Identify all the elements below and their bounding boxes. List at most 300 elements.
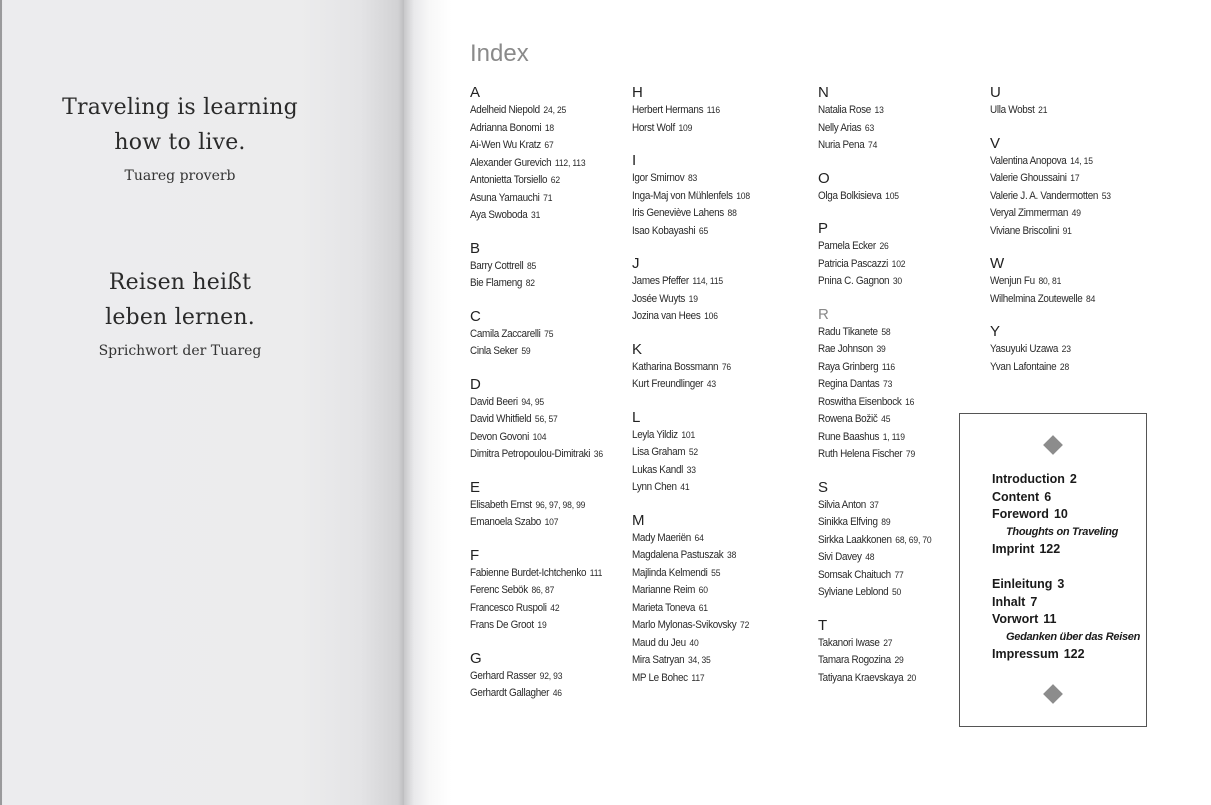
index-entry	[470, 258, 603, 276]
index-entry	[470, 582, 603, 600]
index-entry	[818, 376, 931, 394]
entry-pages: 20	[906, 672, 917, 684]
index-entry	[470, 137, 603, 155]
entry-name: Asuna Yamauchi	[470, 191, 540, 204]
index-group	[470, 84, 618, 225]
index-letter-heading: M	[632, 511, 645, 529]
toc-entry	[992, 471, 1140, 489]
index-entry	[470, 343, 603, 361]
entry-name: Roswitha Eisenbock	[818, 395, 902, 408]
entry-pages: 112, 113	[554, 157, 586, 169]
toc-page-number: 122	[1039, 542, 1061, 557]
index-entry	[990, 359, 1111, 377]
index-entry	[818, 256, 931, 274]
entry-pages: 41	[680, 482, 690, 493]
index-group	[632, 512, 763, 688]
index-entry	[470, 190, 603, 208]
entry-pages: 79	[905, 449, 916, 460]
index-entry	[632, 635, 750, 653]
entry-pages: 52	[688, 447, 698, 458]
entry-pages: 23	[1061, 344, 1071, 355]
entry-pages: 104	[532, 431, 547, 443]
quote-attribution: Tuareg proverb	[124, 168, 236, 184]
entry-pages: 108	[736, 190, 750, 202]
index-letter-heading: F	[470, 546, 480, 564]
index-letter-heading: V	[990, 134, 1001, 152]
index-letter-heading: G	[470, 649, 482, 667]
quote-line: leben lernen.	[105, 305, 255, 330]
index-entry	[632, 462, 750, 480]
entry-pages: 59	[521, 346, 531, 357]
index-entry	[470, 685, 603, 703]
entry-name: Valentina Anopova	[990, 154, 1067, 167]
entry-name: Ferenc Sebök	[470, 584, 528, 596]
entry-pages: 77	[894, 569, 904, 581]
entry-pages: 74	[867, 140, 878, 151]
entry-pages: 31	[531, 210, 541, 221]
toc-page-number: 2	[1069, 472, 1077, 486]
index-group	[470, 376, 618, 464]
index-entry	[470, 394, 603, 412]
index-entry	[470, 514, 603, 532]
index-entry	[818, 497, 931, 515]
toc-subentry: Thoughts on Traveling	[1006, 525, 1119, 538]
index-entry	[818, 635, 931, 653]
toc-label: Einleitung	[992, 576, 1053, 591]
index-entry	[632, 376, 750, 394]
entry-name: Maud du Jeu	[632, 636, 686, 649]
toc-page-number: 3	[1057, 576, 1065, 591]
entry-pages: 68, 69, 70	[895, 534, 932, 546]
entry-name: Gerhard Rasser	[470, 669, 537, 682]
index-entry	[470, 617, 603, 635]
index-entry	[990, 273, 1111, 291]
index-entry	[818, 238, 931, 256]
entry-pages: 75	[544, 328, 554, 340]
index-letter-heading: B	[470, 239, 481, 257]
entry-pages: 73	[882, 379, 893, 390]
index-entry	[632, 102, 750, 120]
index-entry	[990, 188, 1111, 206]
entry-pages: 116	[881, 361, 895, 373]
index-entry	[990, 223, 1111, 241]
entry-name: Lynn Chen	[632, 481, 677, 493]
entry-name: James Pfeffer	[632, 275, 689, 287]
index-group	[818, 220, 944, 291]
entry-pages: 30	[892, 276, 902, 287]
entry-pages: 71	[543, 192, 553, 204]
index-entry	[470, 102, 603, 120]
entry-name: Katharina Bossmann	[632, 360, 719, 373]
entry-pages: 84	[1086, 293, 1096, 305]
entry-pages: 13	[874, 105, 884, 116]
entry-pages: 19	[537, 620, 547, 631]
entry-pages: 116	[706, 105, 720, 116]
entry-pages: 64	[694, 532, 704, 544]
entry-pages: 62	[550, 175, 560, 186]
entry-pages: 37	[869, 499, 879, 511]
index-entry	[990, 153, 1111, 171]
entry-name: Natalia Rose	[818, 104, 871, 116]
index-entry	[632, 170, 750, 188]
entry-pages: 65	[698, 225, 709, 237]
entry-name: Mady Maeriën	[632, 531, 691, 544]
index-letter-heading: O	[818, 169, 830, 187]
index-group	[632, 84, 763, 137]
toc-entry	[992, 646, 1140, 664]
entry-name: MP Le Bohec	[632, 671, 688, 684]
quote-english	[0, 90, 360, 184]
index-letter-heading: W	[990, 255, 1005, 272]
entry-name: Kurt Freundlinger	[632, 378, 704, 390]
index-group	[990, 323, 1124, 376]
index-entry	[470, 155, 603, 173]
entry-name: Bie Flameng	[470, 277, 523, 289]
toc-entry	[992, 611, 1140, 629]
toc-label: Inhalt	[992, 594, 1026, 609]
index-entry	[818, 584, 931, 602]
entry-name: Nuria Pena	[818, 139, 865, 151]
toc-label: Introduction	[992, 472, 1065, 486]
entry-name: Inga-Maj von Mühlenfels	[632, 189, 733, 202]
entry-name: Majlinda Kelmendi	[632, 566, 708, 579]
index-entry	[818, 137, 931, 155]
entry-name: David Beeri	[470, 395, 518, 408]
index-group	[470, 547, 618, 635]
entry-name: Horst Wolf	[632, 121, 675, 134]
index-column	[470, 84, 618, 718]
index-letter-heading: R	[818, 305, 829, 323]
entry-name: Francesco Ruspoli	[470, 601, 547, 614]
entry-name: Devon Govoni	[470, 430, 529, 443]
index-entry	[632, 652, 750, 670]
index-entry	[818, 670, 931, 688]
toc-label: Imprint	[992, 542, 1035, 557]
index-entry	[470, 120, 603, 138]
entry-pages: 43	[706, 379, 716, 390]
index-letter-heading: U	[990, 84, 1001, 101]
entry-name: Olga Bolkisieva	[818, 189, 882, 202]
index-title: Index	[470, 40, 529, 67]
entry-name: Lukas Kandl	[632, 463, 684, 476]
index-group	[818, 479, 944, 602]
index-entry	[818, 567, 931, 585]
entry-pages: 82	[525, 278, 535, 289]
index-entry	[632, 530, 750, 548]
index-letter-heading: L	[632, 408, 641, 426]
entry-pages: 102	[891, 258, 906, 270]
left-page	[0, 0, 404, 805]
entry-pages: 107	[544, 517, 559, 528]
index-group	[818, 170, 944, 206]
index-entry	[818, 120, 931, 138]
toc-label: Foreword	[992, 507, 1049, 522]
index-letter-heading: S	[818, 478, 829, 496]
toc-entry	[992, 541, 1140, 559]
toc-spacer	[992, 559, 1140, 576]
entry-name: Valerie Ghoussaini	[990, 172, 1067, 184]
entry-pages: 55	[711, 567, 721, 579]
index-entry	[818, 411, 931, 429]
index-group	[990, 135, 1124, 241]
index-entry	[470, 668, 603, 686]
toc-list	[992, 471, 1140, 664]
index-group	[632, 152, 763, 240]
entry-name: Ruth Helena Fischer	[818, 448, 903, 460]
entry-pages: 96, 97, 98, 99	[535, 499, 586, 511]
entry-pages: 36	[593, 449, 603, 460]
toc-page-number: 7	[1030, 594, 1038, 609]
entry-name: Aya Swoboda	[470, 209, 528, 221]
index-entry	[632, 223, 750, 241]
entry-pages: 48	[865, 552, 875, 563]
index-entry	[632, 291, 750, 309]
entry-name: Herbert Hermans	[632, 104, 704, 116]
entry-name: Yasuyuki Uzawa	[990, 343, 1059, 355]
index-letter-heading: C	[470, 307, 481, 325]
index-group	[818, 306, 944, 464]
entry-name: Elisabeth Ernst	[470, 498, 532, 511]
index-group	[470, 650, 618, 703]
toc-page-number: 11	[1043, 612, 1057, 627]
entry-name: Rae Johnson	[818, 343, 873, 355]
entry-pages: 92, 93	[539, 670, 563, 682]
entry-pages: 94, 95	[521, 396, 545, 408]
index-entry	[818, 341, 931, 359]
index-entry	[818, 324, 931, 342]
entry-name: Gerhardt Gallagher	[470, 687, 550, 699]
entry-pages: 17	[1070, 173, 1080, 184]
entry-name: Tamara Rogozina	[818, 654, 891, 666]
entry-name: Yvan Lafontaine	[990, 360, 1057, 373]
index-group	[632, 255, 763, 326]
entry-name: Cinla Seker	[470, 345, 518, 357]
entry-pages: 21	[1038, 105, 1048, 116]
entry-name: Sivi Davey	[818, 551, 862, 563]
index-entry	[470, 600, 603, 618]
index-letter-heading: H	[632, 84, 643, 101]
index-entry	[632, 359, 750, 377]
index-group	[818, 617, 944, 688]
entry-name: David Whitfield	[470, 413, 532, 425]
index-entry	[470, 446, 603, 464]
entry-pages: 38	[727, 550, 737, 561]
quote-line: how to live.	[114, 130, 246, 155]
entry-name: Adelheid Niepold	[470, 104, 540, 116]
entry-name: Valerie J. A. Vandermotten	[990, 189, 1099, 202]
index-letter-heading: P	[818, 220, 829, 237]
entry-pages: 34, 35	[687, 655, 711, 666]
index-entry	[632, 547, 750, 565]
entry-pages: 1, 119	[882, 431, 905, 443]
toc-entry	[992, 489, 1140, 507]
index-entry	[818, 549, 931, 567]
toc-entry	[992, 594, 1140, 612]
entry-pages: 58	[881, 326, 891, 338]
index-entry	[818, 652, 931, 670]
entry-pages: 40	[689, 637, 699, 649]
diamond-ornament-icon	[1043, 435, 1063, 455]
index-entry	[818, 429, 931, 447]
entry-pages: 19	[688, 293, 698, 305]
index-entry	[990, 102, 1111, 120]
entry-pages: 86, 87	[531, 585, 555, 596]
entry-name: Igor Smirnov	[632, 172, 685, 184]
index-entry	[632, 205, 750, 223]
index-letter-heading: Y	[990, 323, 1001, 340]
entry-name: Fabienne Burdet-Ichtchenko	[470, 566, 587, 579]
toc-label: Content	[992, 489, 1040, 504]
index-group	[632, 409, 763, 497]
entry-name: Leyla Yildiz	[632, 428, 678, 441]
entry-name: Viviane Briscolini	[990, 224, 1059, 237]
toc-label: Impressum	[992, 647, 1059, 662]
index-entry	[470, 207, 603, 225]
entry-name: Patricia Pascazzi	[818, 257, 889, 270]
index-entry	[470, 565, 603, 583]
entry-pages: 72	[740, 620, 750, 631]
index-letter-heading: E	[470, 478, 481, 496]
entry-name: Isao Kobayashi	[632, 224, 696, 237]
entry-name: Alexander Gurevich	[470, 156, 552, 169]
quote-line: Traveling is learning	[62, 95, 298, 120]
diamond-ornament-icon	[1043, 684, 1063, 704]
index-column	[632, 84, 763, 702]
index-group	[470, 479, 618, 532]
entry-name: Emanoela Szabo	[470, 516, 542, 528]
index-entry	[818, 446, 931, 464]
index-entry	[470, 411, 603, 429]
quote-german	[0, 265, 360, 359]
toc-entry	[992, 506, 1140, 524]
entry-name: Marlo Mylonas-Svikovsky	[632, 619, 737, 631]
entry-pages: 67	[544, 140, 554, 151]
toc-box	[959, 413, 1147, 727]
entry-name: Tatiyana Kraevskaya	[818, 671, 904, 684]
entry-pages: 76	[721, 361, 731, 373]
toc-page-number: 6	[1044, 489, 1052, 504]
entry-name: Antonietta Torsiello	[470, 174, 548, 186]
entry-name: Nelly Arias	[818, 121, 862, 134]
index-entry	[990, 205, 1111, 223]
entry-name: Rune Baashus	[818, 430, 880, 443]
entry-name: Marianne Reim	[632, 584, 696, 596]
index-column	[990, 84, 1124, 391]
entry-pages: 26	[879, 241, 889, 252]
entry-name: Sinikka Elfving	[818, 516, 878, 528]
entry-pages: 83	[687, 173, 698, 184]
index-letter-heading: D	[470, 375, 481, 393]
entry-pages: 109	[678, 122, 693, 134]
index-letter-heading: T	[818, 616, 828, 634]
index-group	[990, 255, 1124, 308]
entry-pages: 18	[544, 122, 554, 134]
entry-pages: 53	[1101, 190, 1111, 202]
entry-pages: 89	[881, 517, 891, 528]
entry-name: Mira Satryan	[632, 654, 685, 666]
index-group	[470, 308, 618, 361]
entry-name: Pnina C. Gagnon	[818, 275, 890, 287]
index-column	[818, 84, 944, 702]
quote-attribution: Sprichwort der Tuareg	[98, 343, 262, 359]
entry-name: Lisa Graham	[632, 446, 686, 458]
entry-name: Jozina van Hees	[632, 310, 701, 322]
entry-pages: 49	[1071, 208, 1081, 219]
entry-pages: 61	[698, 602, 708, 614]
entry-pages: 39	[876, 344, 886, 355]
entry-name: Somsak Chaituch	[818, 568, 891, 581]
entry-name: Sirkka Laakkonen	[818, 533, 892, 546]
index-entry	[632, 479, 750, 497]
index-entry	[818, 102, 931, 120]
entry-pages: 28	[1059, 361, 1070, 373]
entry-name: Wilhelmina Zoutewelle	[990, 292, 1083, 305]
entry-pages: 24, 25	[543, 105, 567, 116]
entry-pages: 106	[704, 311, 718, 322]
entry-pages: 14, 15	[1070, 155, 1093, 167]
entry-pages: 91	[1062, 225, 1072, 237]
toc-entry	[992, 576, 1140, 594]
entry-pages: 29	[894, 655, 904, 666]
index-entry	[632, 582, 750, 600]
index-letter-heading: I	[632, 152, 637, 169]
entry-pages: 63	[864, 122, 875, 134]
index-entry	[818, 273, 931, 291]
entry-pages: 33	[686, 464, 696, 476]
quote-line: Reisen heißt	[108, 270, 252, 295]
entry-name: Veryal Zimmerman	[990, 207, 1069, 219]
entry-name: Radu Tikanete	[818, 325, 878, 338]
entry-pages: 27	[883, 637, 893, 649]
entry-name: Dimitra Petropoulou-Dimitraki	[470, 448, 591, 460]
index-entry	[632, 617, 750, 635]
index-entry	[470, 497, 603, 515]
entry-pages: 101	[681, 429, 696, 441]
toc-subentry: Gedanken über das Reisen	[1006, 630, 1141, 643]
index-entry	[632, 273, 750, 291]
entry-pages: 80, 81	[1038, 276, 1062, 287]
index-letter-heading: N	[818, 84, 829, 101]
index-entry	[470, 172, 603, 190]
entry-name: Takanori Iwase	[818, 636, 880, 649]
entry-name: Silvia Anton	[818, 498, 866, 511]
index-entry	[990, 291, 1111, 309]
entry-name: Frans De Groot	[470, 619, 534, 631]
index-entry	[632, 565, 750, 583]
index-group	[990, 84, 1124, 120]
entry-pages: 42	[550, 602, 560, 614]
toc-label: Vorwort	[992, 612, 1039, 627]
index-entry	[990, 341, 1111, 359]
index-letter-heading: A	[470, 84, 481, 101]
entry-name: Wenjun Fu	[990, 275, 1035, 287]
index-entry	[470, 326, 603, 344]
entry-name: Iris Geneviève Lahens	[632, 207, 724, 219]
index-entry	[632, 308, 750, 326]
entry-pages: 16	[905, 396, 915, 408]
entry-pages: 88	[727, 208, 737, 219]
entry-name: Josée Wuyts	[632, 292, 686, 305]
entry-pages: 56, 57	[534, 414, 558, 425]
entry-name: Regina Dantas	[818, 378, 880, 390]
entry-pages: 117	[691, 672, 705, 684]
index-entry	[818, 188, 931, 206]
index-entry	[632, 427, 750, 445]
index-entry	[818, 394, 931, 412]
index-group	[818, 84, 944, 155]
index-entry	[632, 600, 750, 618]
index-entry	[470, 429, 603, 447]
